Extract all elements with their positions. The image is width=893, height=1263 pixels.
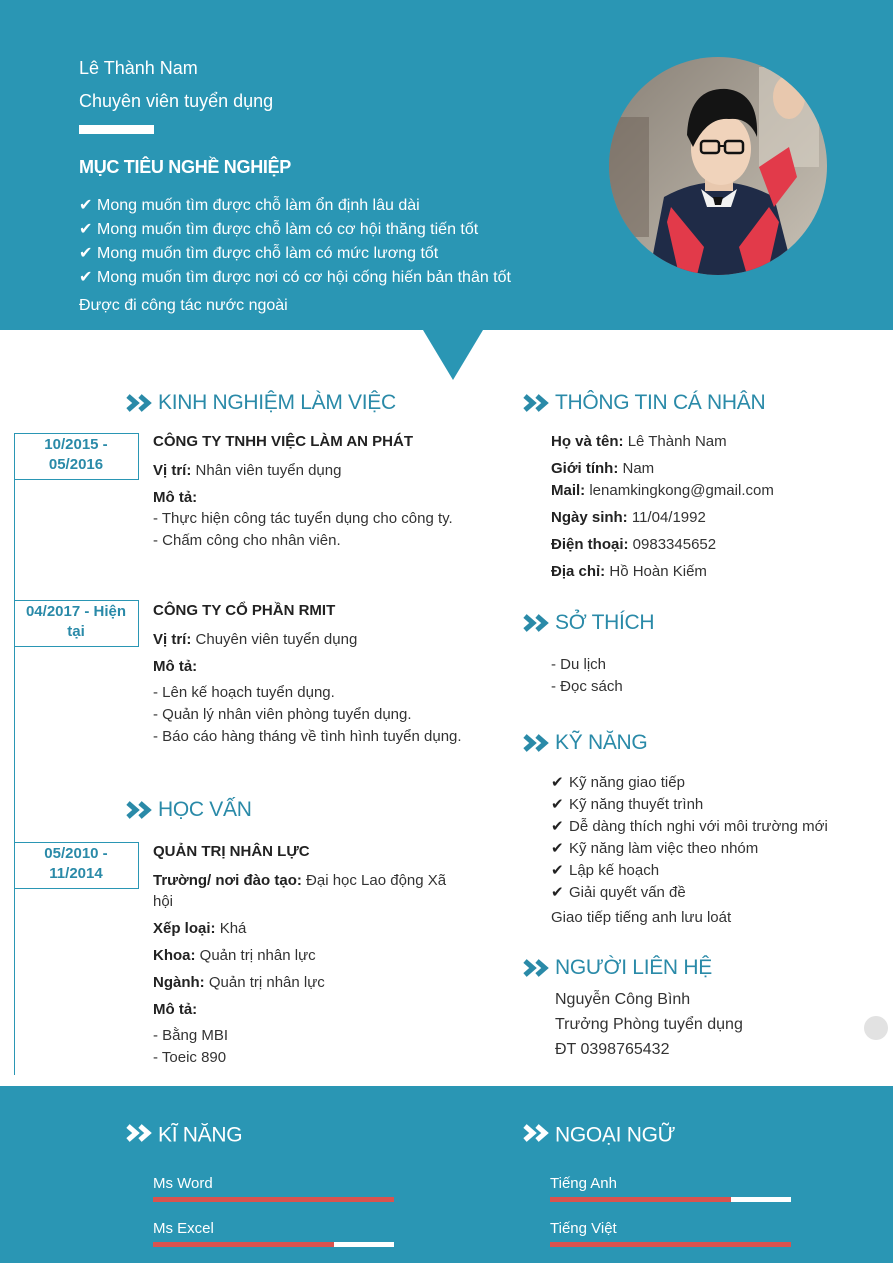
skill-item (551, 794, 828, 816)
skills-section-title (523, 731, 647, 755)
hobbies-section-title (523, 611, 654, 635)
field-value: Lê Thành Nam (627, 433, 727, 450)
skill-text: Kỹ năng làm việc theo nhóm (569, 840, 759, 857)
company-name: CÔNG TY TNHH VIỆC LÀM AN PHÁT (153, 433, 414, 450)
skill-item (551, 838, 828, 860)
check-icon: ✔ (551, 840, 564, 857)
header-banner (0, 0, 893, 330)
language-bar (550, 1242, 791, 1247)
skill-name: Ms Word (153, 1175, 213, 1192)
objective-item (79, 266, 511, 290)
info-row-birth (551, 507, 774, 534)
skill-text: Lập kế hoạch (569, 862, 660, 879)
reference-line: Trưởng Phòng tuyển dụng (555, 1016, 743, 1033)
field-label: Mail: (551, 482, 586, 499)
date-text: 04/2017 - Hiện (25, 603, 127, 620)
field-row (153, 972, 463, 993)
double-chevron-icon (523, 733, 555, 753)
language-bar-item (550, 1219, 791, 1247)
double-chevron-icon (126, 1123, 158, 1149)
objective-text: Mong muốn tìm được nơi có cơ hội cống hiến bản thân tốt (97, 269, 511, 286)
description-line: - Toeic 890 (153, 1049, 227, 1066)
job-entry (153, 433, 473, 552)
timeline-line (14, 433, 15, 1075)
date-text: 11/2014 (49, 865, 103, 882)
company-name: CÔNG TY CỔ PHẦN RMIT (153, 602, 336, 619)
rank-row (153, 918, 463, 939)
section-title-text: KĨ NĂNG (158, 1123, 243, 1147)
skill-item (551, 772, 828, 794)
skill-name: Ms Excel (153, 1220, 214, 1237)
section-title-text: SỞ THÍCH (555, 611, 655, 634)
objective-item (79, 218, 511, 242)
reference-section-title (523, 956, 712, 980)
reference-list (555, 987, 743, 1062)
section-title-text: NGƯỜI LIÊN HỆ (555, 956, 712, 979)
info-row-mail (551, 480, 774, 507)
job-entry (153, 602, 473, 748)
skill-bar (153, 1197, 394, 1202)
job-position-row (153, 460, 473, 481)
skill-text: Kỹ năng thuyết trình (569, 796, 704, 813)
section-title-text: HỌC VẤN (158, 798, 252, 821)
double-chevron-icon (523, 613, 555, 633)
check-icon: ✔ (79, 245, 93, 262)
objective-text: Mong muốn tìm được chỗ làm có mức lương tốt (97, 245, 439, 262)
check-icon: ✔ (551, 818, 564, 835)
objective-title: MỤC TIÊU NGHỀ NGHIỆP (79, 157, 292, 177)
skill-text: Dễ dàng thích nghi với môi trường mới (569, 818, 828, 835)
field-label: Mô tả: (153, 1001, 198, 1018)
header-divider (79, 125, 154, 134)
description-line: - Bằng MBI (153, 1027, 229, 1044)
hobby-item: - Du lịch (551, 656, 607, 673)
footer-banner (0, 1086, 893, 1263)
field-label: Ngành: (153, 974, 205, 991)
field-label: Vị trí: (153, 631, 192, 648)
field-label: Mô tả: (153, 658, 198, 675)
skill-text: Kỹ năng giao tiếp (569, 774, 685, 791)
info-row-name (551, 431, 774, 458)
skill-item (551, 816, 828, 838)
field-label: Khoa: (153, 947, 196, 964)
experience-section-title (126, 391, 396, 415)
faculty-row (153, 945, 463, 966)
hobbies-list (551, 654, 623, 698)
description-line: - Báo cáo hàng tháng về tình hình tuyển dụng. (153, 728, 462, 745)
personal-info (551, 431, 774, 588)
language-name: Tiếng Anh (550, 1175, 617, 1192)
objective-list (79, 194, 511, 290)
major-title: QUẢN TRỊ NHÂN LỰC (153, 843, 310, 860)
footer-skills-title (126, 1123, 242, 1149)
scroll-to-top-button[interactable] (864, 1016, 888, 1040)
info-row-address (551, 561, 774, 588)
field-label: Trường/ nơi đào tạo: (153, 872, 302, 889)
job-date (14, 433, 139, 480)
objective-item (79, 242, 511, 266)
field-value: Hồ Hoàn Kiếm (609, 563, 707, 580)
description-line: - Thực hiện công tác tuyển dụng cho công ty. (153, 510, 453, 527)
objective-item (79, 194, 511, 218)
check-icon: ✔ (551, 796, 564, 813)
check-icon: ✔ (79, 221, 93, 238)
language-bar-item (550, 1174, 791, 1202)
footer-languages-title (523, 1123, 675, 1149)
field-label: Mô tả: (153, 489, 198, 506)
language-bar-fill (550, 1242, 791, 1247)
reference-line: Nguyễn Công Bình (555, 991, 691, 1008)
hobby-item: - Đọc sách (551, 678, 623, 695)
objective-text: Mong muốn tìm được chỗ làm có cơ hội thăng tiến tốt (97, 221, 479, 238)
check-icon: ✔ (79, 269, 93, 286)
field-label: Ngày sinh: (551, 509, 628, 526)
section-title-text: NGOẠI NGỮ (555, 1123, 676, 1147)
school-row (153, 870, 463, 912)
info-row-phone (551, 534, 774, 561)
double-chevron-icon (523, 958, 555, 978)
education-date (14, 842, 139, 889)
field-label: Xếp loại: (153, 920, 216, 937)
skill-text: Giải quyết vấn đề (569, 884, 686, 901)
field-value: Đại học Lao động Xã hội (153, 872, 447, 910)
check-icon: ✔ (79, 197, 93, 214)
double-chevron-icon (523, 393, 555, 413)
description-line: - Lên kế hoạch tuyển dụng. (153, 684, 335, 701)
field-value: Quản trị nhân lực (199, 947, 316, 964)
field-value: Nam (622, 460, 655, 477)
objective-extra: Được đi công tác nước ngoài (79, 297, 288, 314)
section-title-text: KINH NGHIỆM LÀM VIỆC (158, 391, 396, 414)
field-value: Nhân viên tuyển dụng (195, 462, 342, 479)
field-label: Điện thoại: (551, 536, 629, 553)
header-pointer (423, 330, 483, 380)
check-icon: ✔ (551, 862, 564, 879)
section-title-text: THÔNG TIN CÁ NHÂN (555, 391, 766, 414)
check-icon: ✔ (551, 774, 564, 791)
double-chevron-icon (126, 800, 158, 820)
skills-list (551, 772, 828, 904)
personal-section-title (523, 391, 765, 415)
education-entry (153, 843, 463, 1069)
education-section-title (126, 798, 252, 822)
field-label: Họ và tên: (551, 433, 624, 450)
job-date (14, 600, 139, 647)
reference-line: ĐT 0398765432 (555, 1041, 670, 1058)
language-bar (550, 1197, 791, 1202)
field-value: 11/04/1992 (631, 509, 706, 526)
field-label: Giới tính: (551, 460, 619, 477)
skill-item (551, 882, 828, 904)
section-title-text: KỸ NĂNG (555, 731, 648, 754)
double-chevron-icon (126, 393, 158, 413)
date-text: 05/2010 - (44, 845, 108, 862)
double-chevron-icon (523, 1123, 555, 1149)
field-label: Vị trí: (153, 462, 192, 479)
objective-text: Mong muốn tìm được chỗ làm ổn định lâu dài (97, 197, 420, 214)
field-value: lenamkingkong@gmail.com (589, 482, 774, 499)
candidate-name: Lê Thành Nam (79, 58, 198, 78)
description-line: - Chấm công cho nhân viên. (153, 532, 341, 549)
language-name: Tiếng Việt (550, 1220, 617, 1237)
field-value: 0983345652 (632, 536, 717, 553)
candidate-position: Chuyên viên tuyển dụng (79, 91, 274, 111)
skill-bar-fill (153, 1242, 334, 1247)
skill-bar-item (153, 1219, 394, 1247)
field-value: Quản trị nhân lực (208, 974, 325, 991)
date-text: tại (67, 623, 85, 640)
info-row-gender (551, 458, 774, 480)
field-value: Khá (219, 920, 247, 937)
skill-bar-fill (153, 1197, 394, 1202)
date-text: 10/2015 - (44, 436, 108, 453)
field-value: Chuyên viên tuyển dụng (195, 631, 358, 648)
skills-extra: Giao tiếp tiếng anh lưu loát (551, 909, 732, 926)
avatar (609, 57, 827, 275)
check-icon: ✔ (551, 884, 564, 901)
skill-bar (153, 1242, 394, 1247)
skill-bar-item (153, 1174, 394, 1202)
description-line: - Quản lý nhân viên phòng tuyển dụng. (153, 706, 412, 723)
language-bar-fill (550, 1197, 731, 1202)
skill-item (551, 860, 828, 882)
date-text: 05/2016 (48, 456, 104, 473)
field-label: Địa chỉ: (551, 563, 606, 580)
job-position-row (153, 629, 473, 650)
